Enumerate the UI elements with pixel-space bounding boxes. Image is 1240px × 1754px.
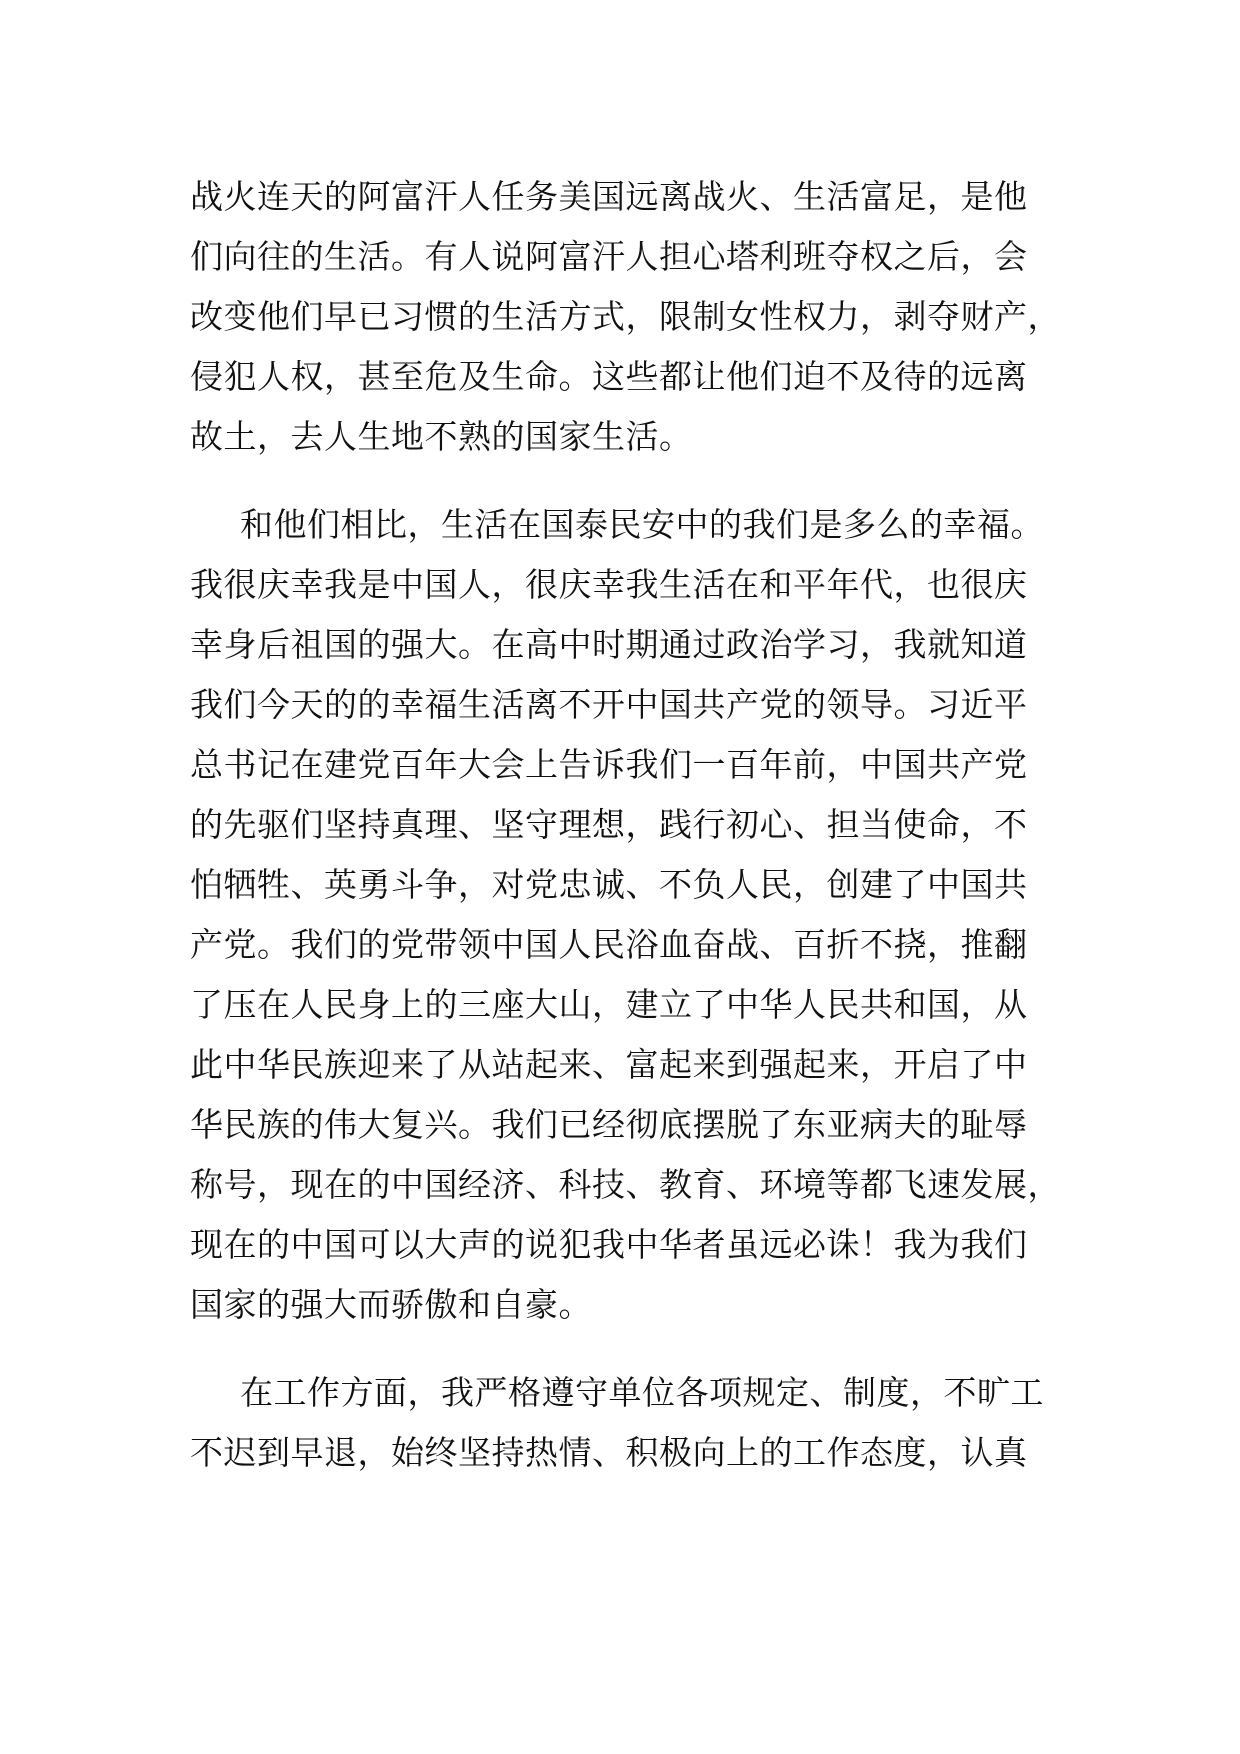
paragraph-2-line-6: 的先驱们坚持真理、坚守理想，践行初心、担当使命，不: [190, 805, 1028, 844]
paragraph-2-line-9: 了压在人民身上的三座大山，建立了中华人民共和国，从: [190, 985, 1028, 1024]
paragraph-2-line-13: 现在的中国可以大声的说犯我中华者虽远必诛！我为我们: [190, 1225, 1028, 1264]
paragraph-2-line-11: 华民族的伟大复兴。我们已经彻底摆脱了东亚病夫的耻辱: [190, 1105, 1028, 1144]
paragraph-1-line-1: 战火连天的阿富汗人任务美国远离战火、生活富足，是他: [190, 177, 1028, 216]
paragraph-1-line-5: 故土，去人生地不熟的国家生活。: [190, 417, 693, 456]
paragraph-2-line-1: 和他们相比，生活在国泰民安中的我们是多么的幸福。: [240, 505, 1044, 544]
paragraph-1-line-2: 们向往的生活。有人说阿富汗人担心塔利班夺权之后，会: [190, 237, 1028, 276]
paragraph-3-line-2: 不迟到早退，始终坚持热情、积极向上的工作态度，认真: [190, 1433, 1028, 1472]
paragraph-2-line-2: 我很庆幸我是中国人，很庆幸我生活在和平年代，也很庆: [190, 565, 1028, 604]
paragraph-1-line-3: 改变他们早已习惯的生活方式，限制女性权力，剥夺财产，: [190, 297, 1061, 336]
paragraph-2-line-10: 此中华民族迎来了从站起来、富起来到强起来，开启了中: [190, 1045, 1028, 1084]
paragraph-2-line-8: 产党。我们的党带领中国人民浴血奋战、百折不挠，推翻: [190, 925, 1028, 964]
paragraph-2-line-3: 幸身后祖国的强大。在高中时期通过政治学习，我就知道: [190, 625, 1028, 664]
paragraph-1-line-4: 侵犯人权，甚至危及生命。这些都让他们迫不及待的远离: [190, 357, 1028, 396]
paragraph-2-line-5: 总书记在建党百年大会上告诉我们一百年前，中国共产党: [190, 745, 1028, 784]
paragraph-3-line-1: 在工作方面，我严格遵守单位各项规定、制度，不旷工: [240, 1373, 1044, 1412]
paragraph-2-line-4: 我们今天的的幸福生活离不开中国共产党的领导。习近平: [190, 685, 1028, 724]
paragraph-2-line-7: 怕牺牲、英勇斗争，对党忠诚、不负人民，创建了中国共: [190, 865, 1028, 904]
paragraph-2-line-14: 国家的强大而骄傲和自豪。: [190, 1285, 592, 1324]
paragraph-2-line-12: 称号，现在的中国经济、科技、教育、环境等都飞速发展，: [190, 1165, 1061, 1204]
